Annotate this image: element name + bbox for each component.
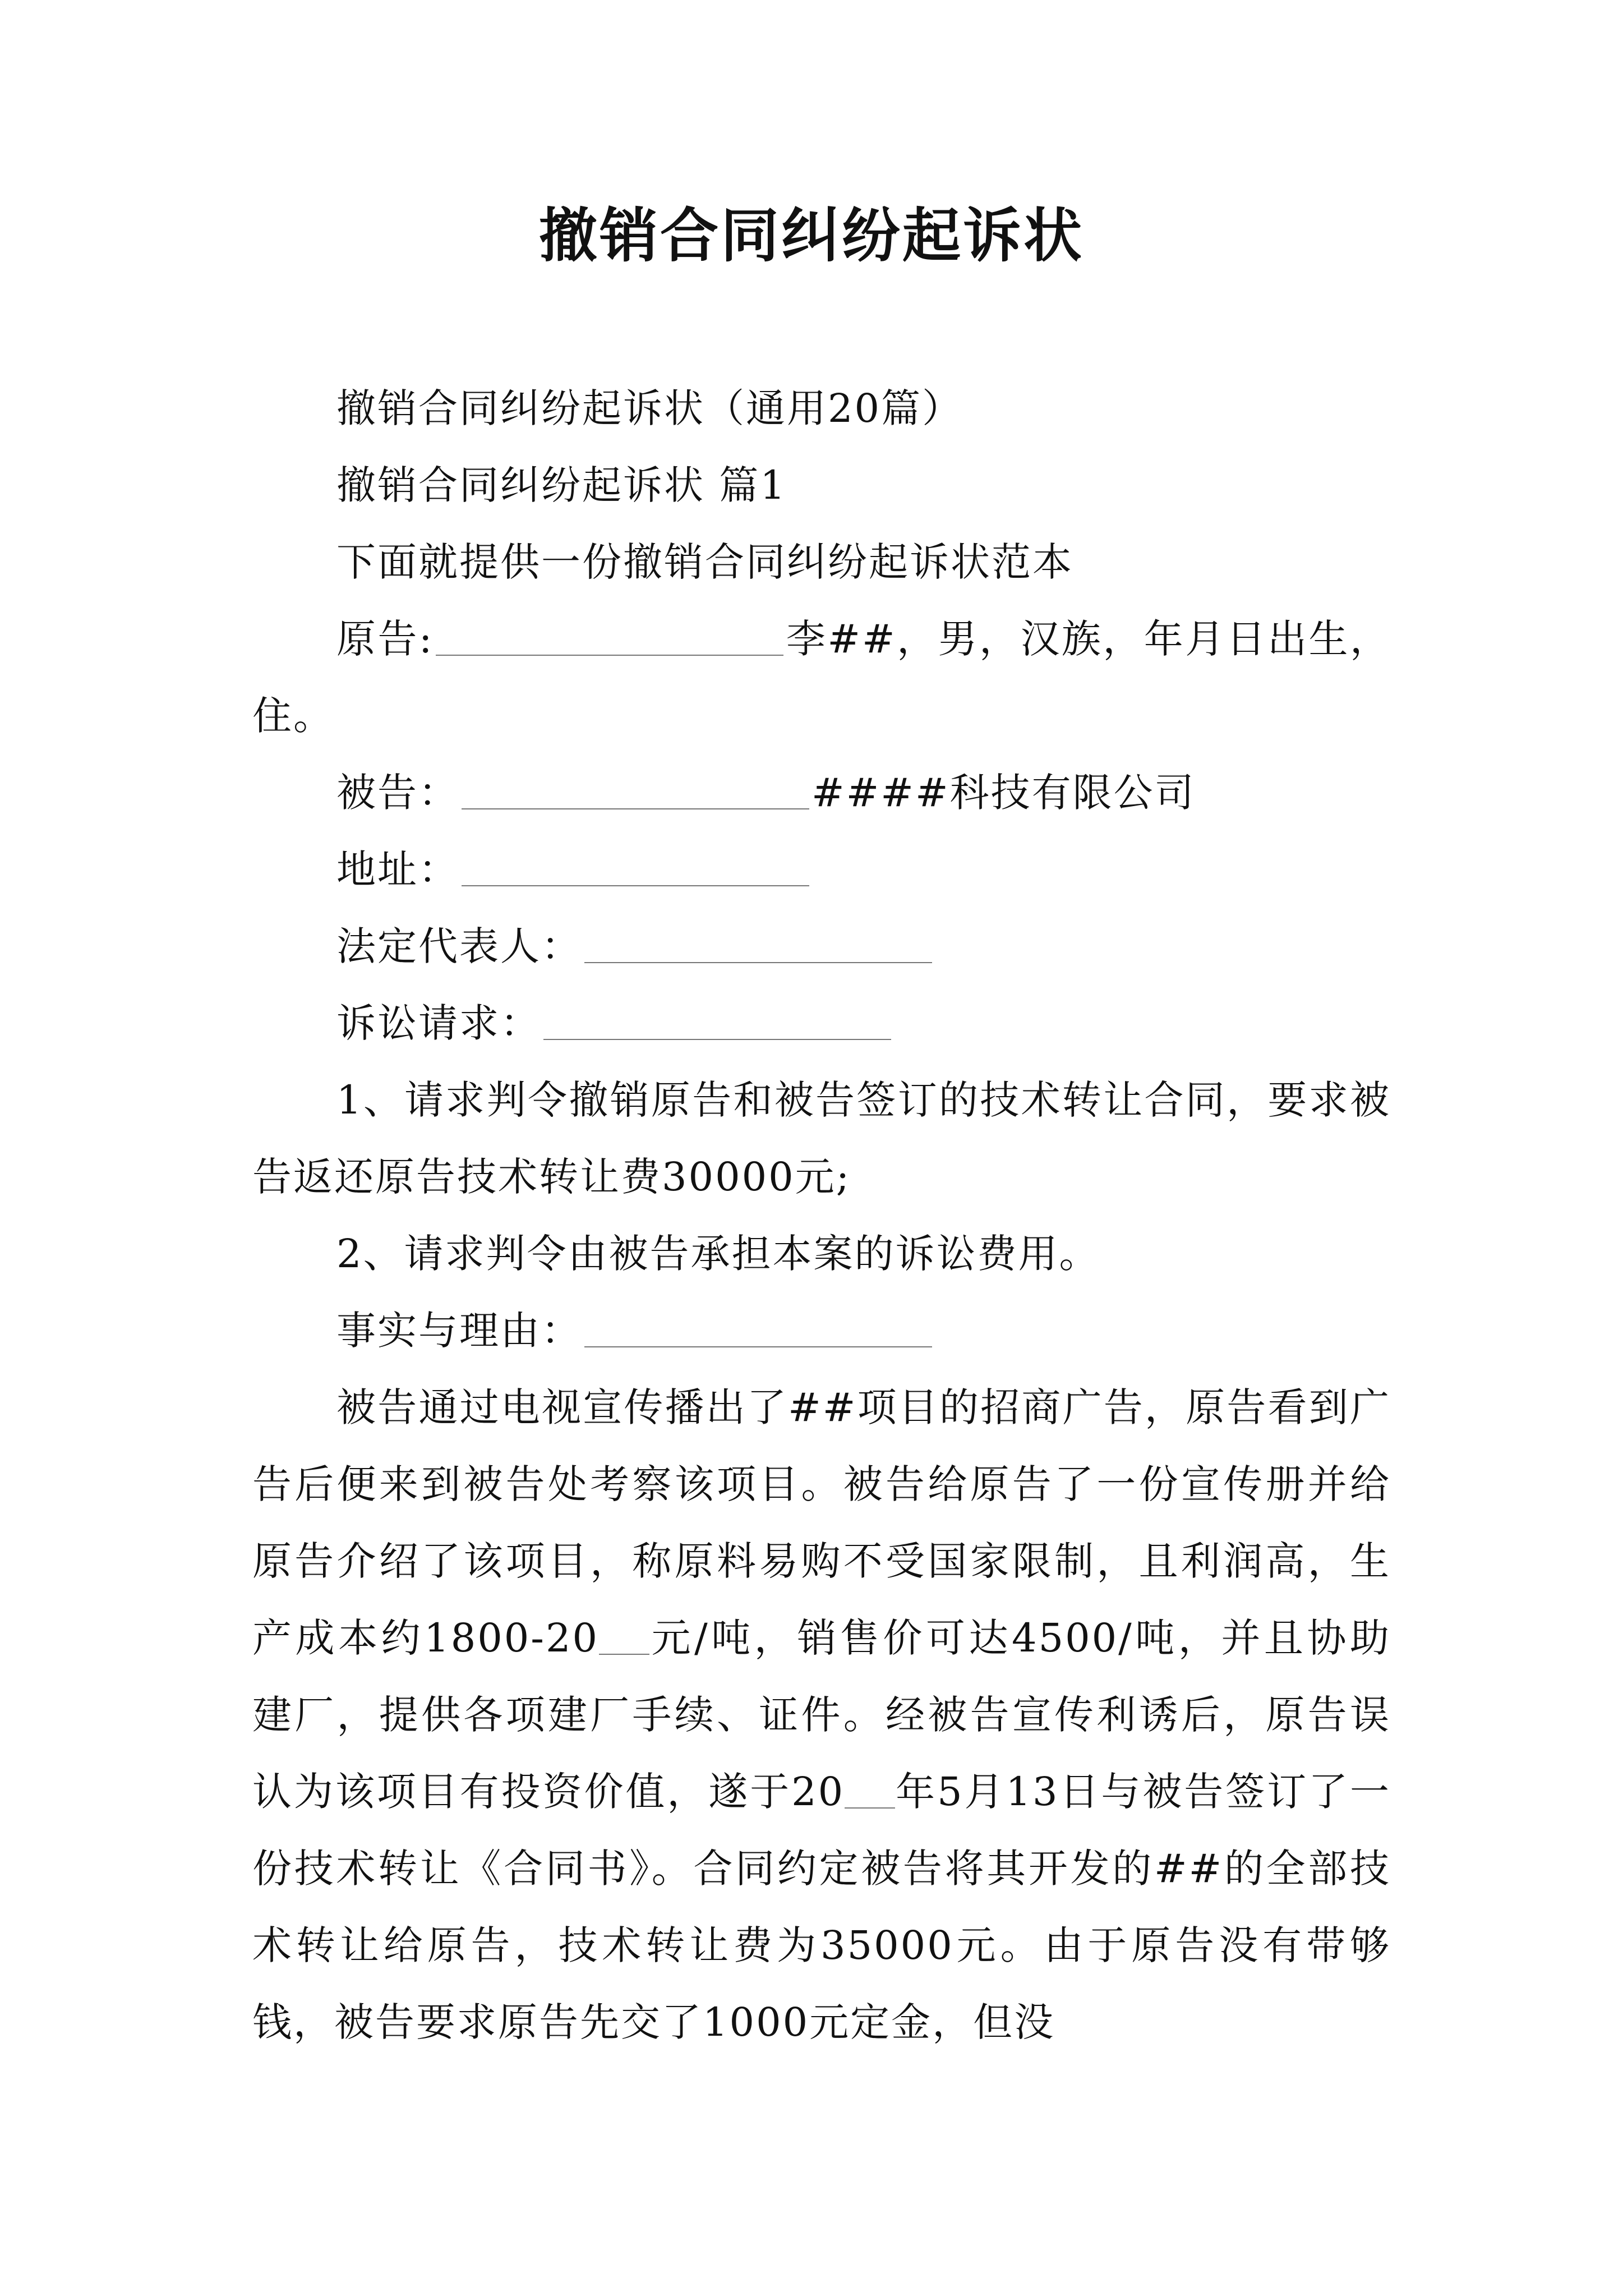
claim-2: 2、请求判令由被告承担本案的诉讼费用。 (336, 1231, 1100, 1277)
address-line (252, 831, 1391, 908)
claim-1: 1、请求判令撤销原告和被告签订的技术转让合同，要求被告返还原告技术转让费30000元; (252, 1077, 1391, 1200)
claims-blank (543, 1000, 891, 1040)
section-heading: 撤销合同纠纷起诉状 篇1 (336, 462, 787, 508)
defendant-blank (462, 769, 809, 809)
plaintiff-blank (436, 615, 783, 656)
intro-line: 下面就提供一份撤销合同纠纷起诉状范本 (336, 539, 1073, 585)
facts-text-3: 年5月13日与被告签订了一份技术转让《合同书》。合同约定被告将其开发的##的全部技术转让给原告，技术转让费为35000元。由于原告没有带够钱，被告要求原告先交了1000元定金，但没 (252, 1769, 1391, 2045)
plaintiff-line (252, 601, 1391, 754)
defendant-label: 被告： (336, 770, 459, 816)
facts-paragraph (252, 1369, 1391, 2061)
address-blank (462, 846, 809, 886)
defendant-line (252, 754, 1391, 831)
legal-rep-blank (584, 923, 932, 963)
subtitle-line: 撤销合同纠纷起诉状（通用20篇） (336, 385, 963, 431)
facts-blank-2 (845, 1768, 895, 1809)
legal-rep-line (252, 908, 1391, 985)
facts-text-1: 被告通过电视宣传播出了##项目的招商广告，原告看到广告后便来到被告处考察该项目。被告给原告了一份宣传册并给原告介绍了该项目，称原料易购不受国家限制，且利润高，生产成本约1800-20 (252, 1384, 1391, 1661)
legal-rep-label: 法定代表人： (336, 923, 582, 969)
plaintiff-value: 李##，男，汉族，年月日出生，住。 (252, 616, 1391, 739)
address-label: 地址： (336, 846, 459, 892)
facts-label: 事实与理由： (336, 1308, 582, 1354)
facts-blank-1 (599, 1614, 649, 1655)
claims-line (252, 985, 1391, 1062)
facts-text-2: 元/吨，销售价可达4500/吨，并且协助建厂，提供各项建厂手续、证件。经被告宣传利诱后，原告误认为该项目有投资价值，遂于20 (252, 1615, 1391, 1815)
claims-label: 诉讼请求： (336, 1000, 541, 1046)
defendant-value: ####科技有限公司 (811, 770, 1196, 816)
document-title: 撤销合同纠纷起诉状 (538, 201, 1084, 270)
facts-blank (584, 1307, 932, 1347)
facts-line (252, 1292, 1391, 1369)
document-body (252, 370, 1391, 2061)
plaintiff-label: 原告: (336, 616, 434, 662)
